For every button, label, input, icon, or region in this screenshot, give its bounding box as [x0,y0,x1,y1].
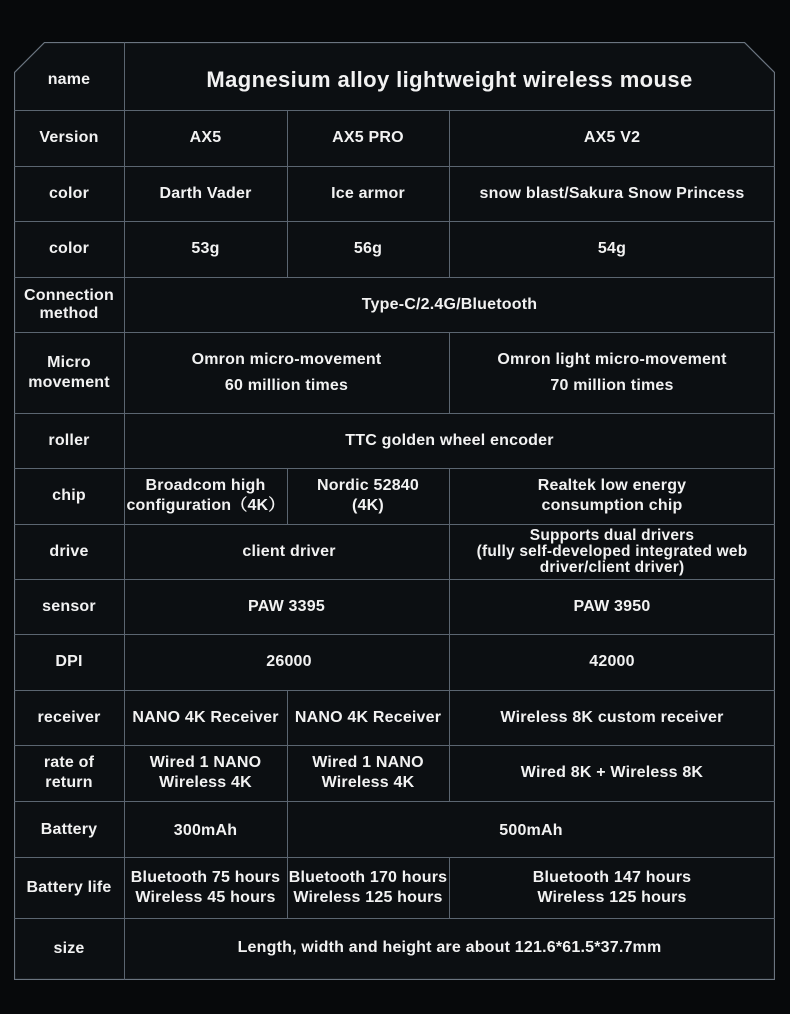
rate-ax5-pro: Wired 1 NANO Wireless 4K [312,754,424,791]
roller-value: TTC golden wheel encoder [345,431,554,449]
sensor-ax5-pro: PAW 3395 [248,597,325,615]
row-label-battery: Battery [40,821,98,838]
row-label-color: color [48,184,90,202]
color-ax5: Darth Vader [159,185,252,202]
dpi-ax5-v2: 42000 [589,653,635,670]
chip-ax5: Broadcom high configuration（4K） [126,477,285,514]
row-label-drive: drive [49,542,89,560]
receiver-ax5-pro: NANO 4K Receiver [294,708,442,726]
row-label-dpi: DPI [55,653,83,670]
rate-ax5-v2: Wired 8K + Wireless 8K [520,764,704,781]
weight-ax5: 53g [191,240,220,257]
micro-ax5-v2: Omron light micro-movement 70 million times [497,350,727,394]
connection-value: Type-C/2.4G/Bluetooth [361,295,538,313]
chip-ax5-v2: Realtek low energy consumption chip [537,477,687,514]
row-label-sensor: sensor [42,597,96,615]
weight-ax5-v2: 54g [597,240,627,257]
row-label-battery-life: Battery life [26,878,112,896]
micro-ax5-pro: Omron micro-movement 60 million times [191,350,382,394]
row-label-name: name [47,71,91,88]
life-ax5: Bluetooth 75 hours Wireless 45 hours [130,868,281,906]
row-label-weight: color [48,240,90,257]
row-label-roller: roller [48,431,90,449]
weight-ax5-pro: 56g [353,240,383,257]
size-value: Length, width and height are about 121.6*61.5*37.7mm [237,939,662,956]
sensor-ax5-v2: PAW 3950 [573,597,651,615]
color-ax5-pro: Ice armor [331,185,405,202]
receiver-ax5-v2: Wireless 8K custom receiver [500,708,724,726]
product-title: Magnesium alloy lightweight wireless mouse [206,67,693,92]
life-ax5-v2: Bluetooth 147 hours Wireless 125 hours [532,868,692,906]
version-ax5: AX5 [189,129,222,146]
receiver-ax5: NANO 4K Receiver [132,708,279,726]
battery-ax5: 300mAh [173,821,238,839]
row-label-receiver: receiver [37,708,101,726]
chip-ax5-pro: Nordic 52840 (4K) [316,477,419,514]
color-ax5-v2: snow blast/Sakura Snow Princess [479,185,745,202]
dpi-ax5-pro: 26000 [266,653,312,670]
row-label-chip: chip [52,487,86,504]
row-label-connection: Connection method [24,286,114,322]
version-ax5-v2: AX5 V2 [583,129,641,146]
drive-ax5-v2: Supports dual drivers (fully self-developed integrated web driver/client driver) [476,526,748,576]
life-ax5-pro: Bluetooth 170 hours Wireless 125 hours [288,868,448,906]
row-label-micro: Micro movement [28,353,110,391]
row-label-version: Version [39,129,99,146]
version-ax5-pro: AX5 PRO [332,129,404,146]
row-label-size: size [53,940,85,957]
row-label-rate: rate of return [43,754,95,791]
rate-ax5: Wired 1 NANO Wireless 4K [149,754,262,791]
battery-rest: 500mAh [499,821,563,839]
drive-ax5-pro: client driver [242,542,336,560]
